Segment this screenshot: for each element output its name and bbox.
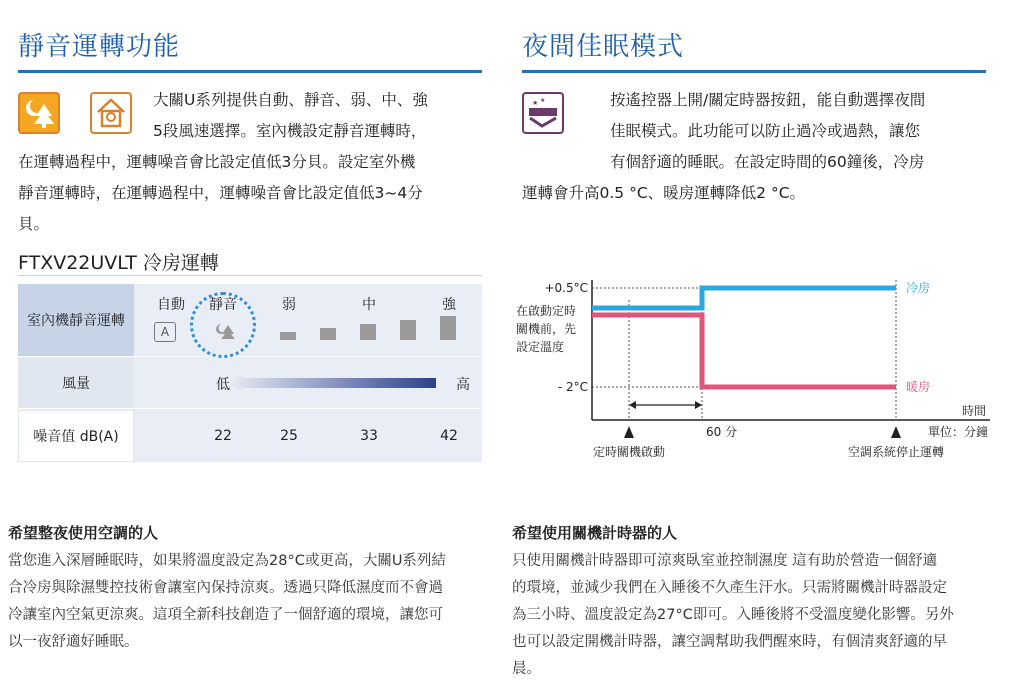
col-auto: 自動	[157, 297, 185, 313]
legend-heating: 暖房	[906, 380, 931, 394]
table-row	[18, 410, 480, 463]
arrow-right-head	[695, 401, 702, 409]
title-rule	[522, 70, 986, 73]
unit-label: 單位：分鐘	[927, 425, 988, 439]
whole-night-line-2: 合冷房與除濕雙控技術會讓室內保持涼爽。透過只降低濕度而不會過	[8, 580, 443, 596]
ylabel-line-3: 設定溫度	[516, 340, 565, 354]
quiet-line-3: 在運轉過程中，運轉噪音會比設定值低3分貝。設定室外機	[18, 153, 416, 171]
quiet-line-4: 靜音運轉時，在運轉過程中，運轉噪音會比設定值低3~4分	[18, 184, 423, 202]
arrow-left-head	[629, 401, 636, 409]
ylabel-line-1: 在啟動定時	[516, 304, 577, 318]
stop-label: 空調系統停止運轉	[847, 445, 945, 459]
series-cooling-line	[592, 288, 896, 308]
noise-value-mid: 33	[360, 428, 378, 444]
quiet-line-1: 大關U系列提供自動、靜音、弱、中、強	[153, 91, 428, 109]
section-title-sleep: 夜間佳眠模式	[522, 32, 685, 62]
auto-icon: A	[154, 322, 176, 342]
col-quiet: 靜音	[209, 297, 237, 313]
noise-value-low: 25	[280, 428, 298, 444]
sleep-line-4: 運轉會升高0.5 °C、暖房運轉降低2 °C。	[522, 184, 806, 202]
row-label-quiet: 室內機靜音運轉	[18, 284, 134, 356]
timer-user-line-3: 為三小時、溫度設定為27°C即可。入睡後將不受溫度變化影響。另外	[512, 607, 954, 623]
sleep-line-2: 佳眠模式。此功能可以防止過冷或過熱，讓您	[610, 122, 921, 140]
whole-night-line-4: 以一夜舒適好睡眠。	[8, 634, 139, 650]
svg-text:★: ★	[532, 99, 539, 107]
fan-level-bar	[400, 320, 416, 340]
sleep-line-3: 有個舒適的睡眠。在設定時間的60鐘後，冷房	[610, 153, 925, 171]
start-label: 定時關機啟動	[592, 445, 666, 459]
svg-text:★: ★	[540, 97, 546, 104]
fan-high-label: 高	[456, 377, 470, 393]
noise-value-quiet: 22	[214, 428, 232, 444]
row-label-noise: 噪音值 dB(A)	[18, 410, 134, 462]
col-low: 弱	[282, 297, 296, 313]
tick-plus: +0.5°C	[544, 281, 588, 295]
quiet-fan-icon	[214, 322, 236, 346]
whole-night-line-3: 冷讓室內空氣更涼爽。這項全新科技創造了一個舒適的環境，讓您可	[8, 607, 443, 623]
noise-value-high: 42	[440, 428, 458, 444]
sleep-line-1: 按遙控器上開/關定時器按鈕，能自動選擇夜間	[610, 91, 926, 109]
timer-user-line-2: 的環境，並減少我們在入睡後不久產生汗水。只需將關機計時器設定	[512, 580, 947, 596]
section-title-quiet: 靜音運轉功能	[18, 32, 181, 62]
sixty-label: 60 分	[706, 425, 738, 439]
quiet-line-2: 5段風速選擇。室內機設定靜音運轉時，	[153, 122, 427, 140]
fan-level-mid-bar	[360, 324, 376, 340]
fan-gradient-arrow	[228, 372, 438, 394]
fan-low-label: 低	[216, 377, 230, 393]
whole-night-title: 希望整夜使用空調的人	[8, 524, 159, 542]
legend-cooling: 冷房	[906, 281, 931, 295]
row-label-fan: 風量	[18, 358, 134, 408]
whole-night-line-1: 當您進入深層睡眠時，如果將溫度設定為28°C或更高，大關U系列結	[8, 553, 446, 569]
title-rule	[18, 70, 482, 73]
tick-minus: - 2°C	[557, 380, 588, 394]
table-row	[18, 284, 480, 357]
fan-level-high-bar	[440, 316, 456, 340]
house-icon	[90, 92, 132, 134]
fan-level-low-bar	[280, 332, 296, 340]
col-mid: 中	[362, 297, 376, 313]
timer-user-line-1: 只使用關機計時器即可涼爽臥室並控制濕度 這有助於營造一個舒適	[512, 553, 938, 569]
col-high: 強	[442, 297, 456, 313]
fan-speed-table	[18, 284, 482, 462]
sleep-mode-icon	[522, 92, 564, 134]
moon-icon	[18, 92, 60, 134]
timer-user-line-5: 晨。	[512, 661, 541, 677]
table-title-rule	[18, 275, 482, 276]
timer-user-line-4: 也可以設定開機計時器，讓空調幫助我們醒來時，有個清爽舒適的早	[512, 634, 947, 650]
start-marker	[624, 426, 634, 438]
stop-marker	[891, 426, 901, 438]
table-row	[18, 358, 480, 409]
x-axis-label: 時間	[961, 404, 986, 418]
timer-user-title: 希望使用關機計時器的人	[512, 524, 678, 542]
sleep-mode-chart	[510, 270, 1000, 470]
ylabel-line-2: 關機前，先	[516, 322, 577, 336]
quiet-line-5: 貝。	[18, 215, 50, 233]
series-heating-line	[592, 315, 896, 387]
fan-level-bar	[320, 328, 336, 340]
table-title: FTXV22UVLT 冷房運轉	[18, 252, 219, 274]
